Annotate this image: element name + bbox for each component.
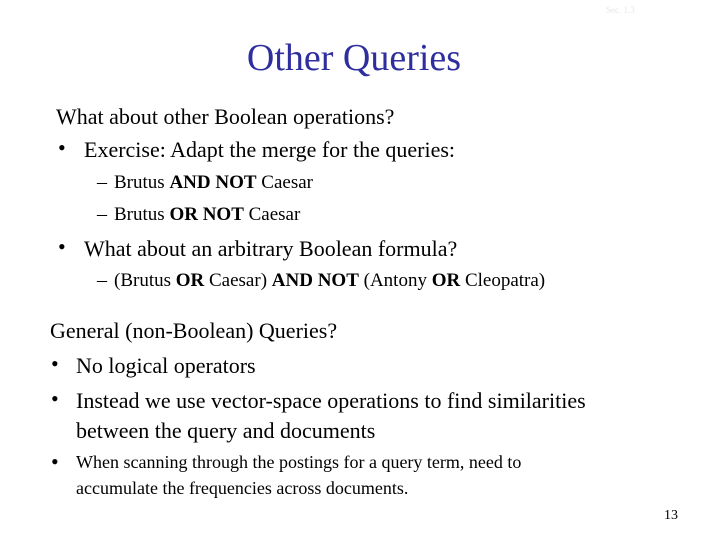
slide-title: Other Queries: [246, 37, 462, 79]
section2-heading: General (non-Boolean) Queries?: [50, 318, 338, 343]
sub-text: (Brutus: [114, 270, 176, 291]
operator-text: OR: [431, 270, 461, 291]
bullet-icon: •: [51, 449, 59, 474]
sub-text: Caesar): [204, 270, 272, 291]
bullet-scanning-line2: accumulate the frequencies across documents.: [76, 478, 409, 498]
operator-text: OR NOT: [169, 204, 244, 225]
sub-item-and-not: [114, 172, 313, 194]
sub-item-or-not: [114, 204, 300, 226]
sub-text: (Antony: [358, 270, 432, 291]
bullet-icon: •: [58, 234, 66, 259]
dash-icon: –: [97, 269, 107, 291]
bullet-no-logical: No logical operators: [76, 353, 256, 378]
page-number: 13: [664, 508, 678, 523]
bullet-scanning-line1: When scanning through the postings for a query term, need to: [76, 452, 522, 472]
bullet-icon: •: [58, 135, 66, 160]
operator-text: AND NOT: [271, 270, 359, 291]
bullet-boolean-formula: What about an arbitrary Boolean formula?: [84, 236, 458, 261]
dash-icon: –: [97, 203, 107, 225]
section-reference: Sec. 1.3: [606, 5, 635, 15]
bullet-icon: •: [51, 351, 59, 376]
sub-text: Brutus: [114, 172, 170, 193]
sub-text: Caesar: [243, 204, 301, 225]
dash-icon: –: [97, 171, 107, 193]
bullet-exercise: Exercise: Adapt the merge for the queries:: [84, 137, 456, 162]
operator-text: AND NOT: [169, 172, 257, 193]
sub-text: Brutus: [114, 204, 170, 225]
bullet-vector-space-line1: Instead we use vector-space operations to find similarities: [76, 388, 586, 413]
bullet-icon: •: [51, 386, 59, 411]
sub-text: Cleopatra): [460, 270, 546, 291]
bullet-vector-space-line2: between the query and documents: [76, 418, 376, 443]
sub-item-formula: [114, 270, 545, 292]
section1-heading: What about other Boolean operations?: [56, 104, 395, 129]
sub-text: Caesar: [256, 172, 313, 193]
operator-text: OR: [175, 270, 205, 291]
